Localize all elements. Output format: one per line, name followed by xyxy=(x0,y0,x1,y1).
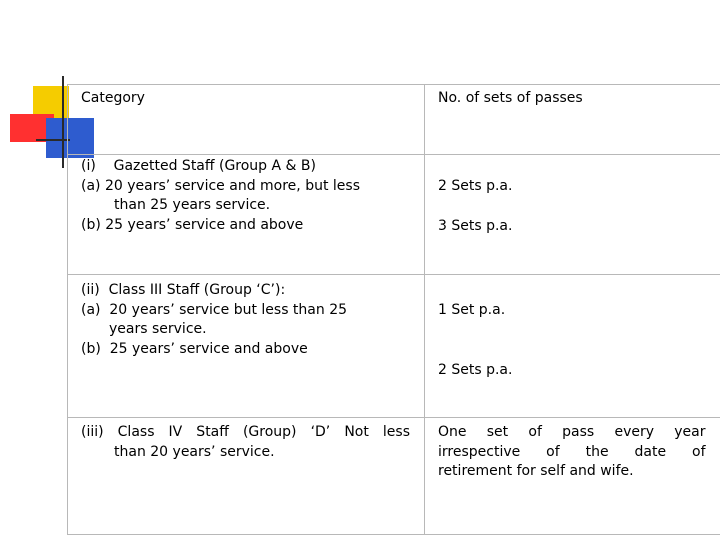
table-row xyxy=(68,418,720,535)
category-line: (iii) Class IV Staff (Group) ‘D’ Not less xyxy=(81,424,410,440)
table-header-row xyxy=(68,85,720,155)
passes-table xyxy=(67,84,720,535)
category-line: (ii) Class III Staff (Group ‘C’): xyxy=(81,282,286,298)
table-row xyxy=(68,275,720,418)
category-line: (a) 20 years’ service but less than 25 xyxy=(81,301,348,318)
category-line: years service. xyxy=(109,321,207,337)
decor-vertical-line xyxy=(62,76,64,168)
sets-value: 1 Set p.a. xyxy=(438,302,506,318)
category-line: (b) 25 years’ service and above xyxy=(81,216,304,233)
decor-horizontal-line xyxy=(36,139,70,141)
category-line: (b) 25 years’ service and above xyxy=(81,340,308,357)
category-cell xyxy=(68,155,425,275)
header-sets: No. of sets of passes xyxy=(425,85,720,155)
sets-cell xyxy=(425,418,720,535)
sets-line: One set of pass every year xyxy=(438,424,706,440)
sets-value: 2 Sets p.a. xyxy=(438,178,513,194)
category-cell xyxy=(68,418,425,535)
category-line: than 20 years’ service. xyxy=(114,443,275,460)
category-cell xyxy=(68,275,425,418)
sets-cell xyxy=(425,155,720,275)
category-line: (i) Gazetted Staff (Group A & B) xyxy=(81,158,316,174)
category-line: (a) 20 years’ service and more, but less xyxy=(81,177,360,194)
header-category: Category xyxy=(68,85,425,155)
table-row xyxy=(68,155,720,275)
sets-line: irrespective of the date of xyxy=(438,443,706,460)
sets-line: retirement for self and wife. xyxy=(438,463,634,479)
category-line: than 25 years service. xyxy=(114,197,271,213)
sets-cell xyxy=(425,275,720,418)
sets-value: 2 Sets p.a. xyxy=(438,361,513,378)
sets-value: 3 Sets p.a. xyxy=(438,217,513,234)
